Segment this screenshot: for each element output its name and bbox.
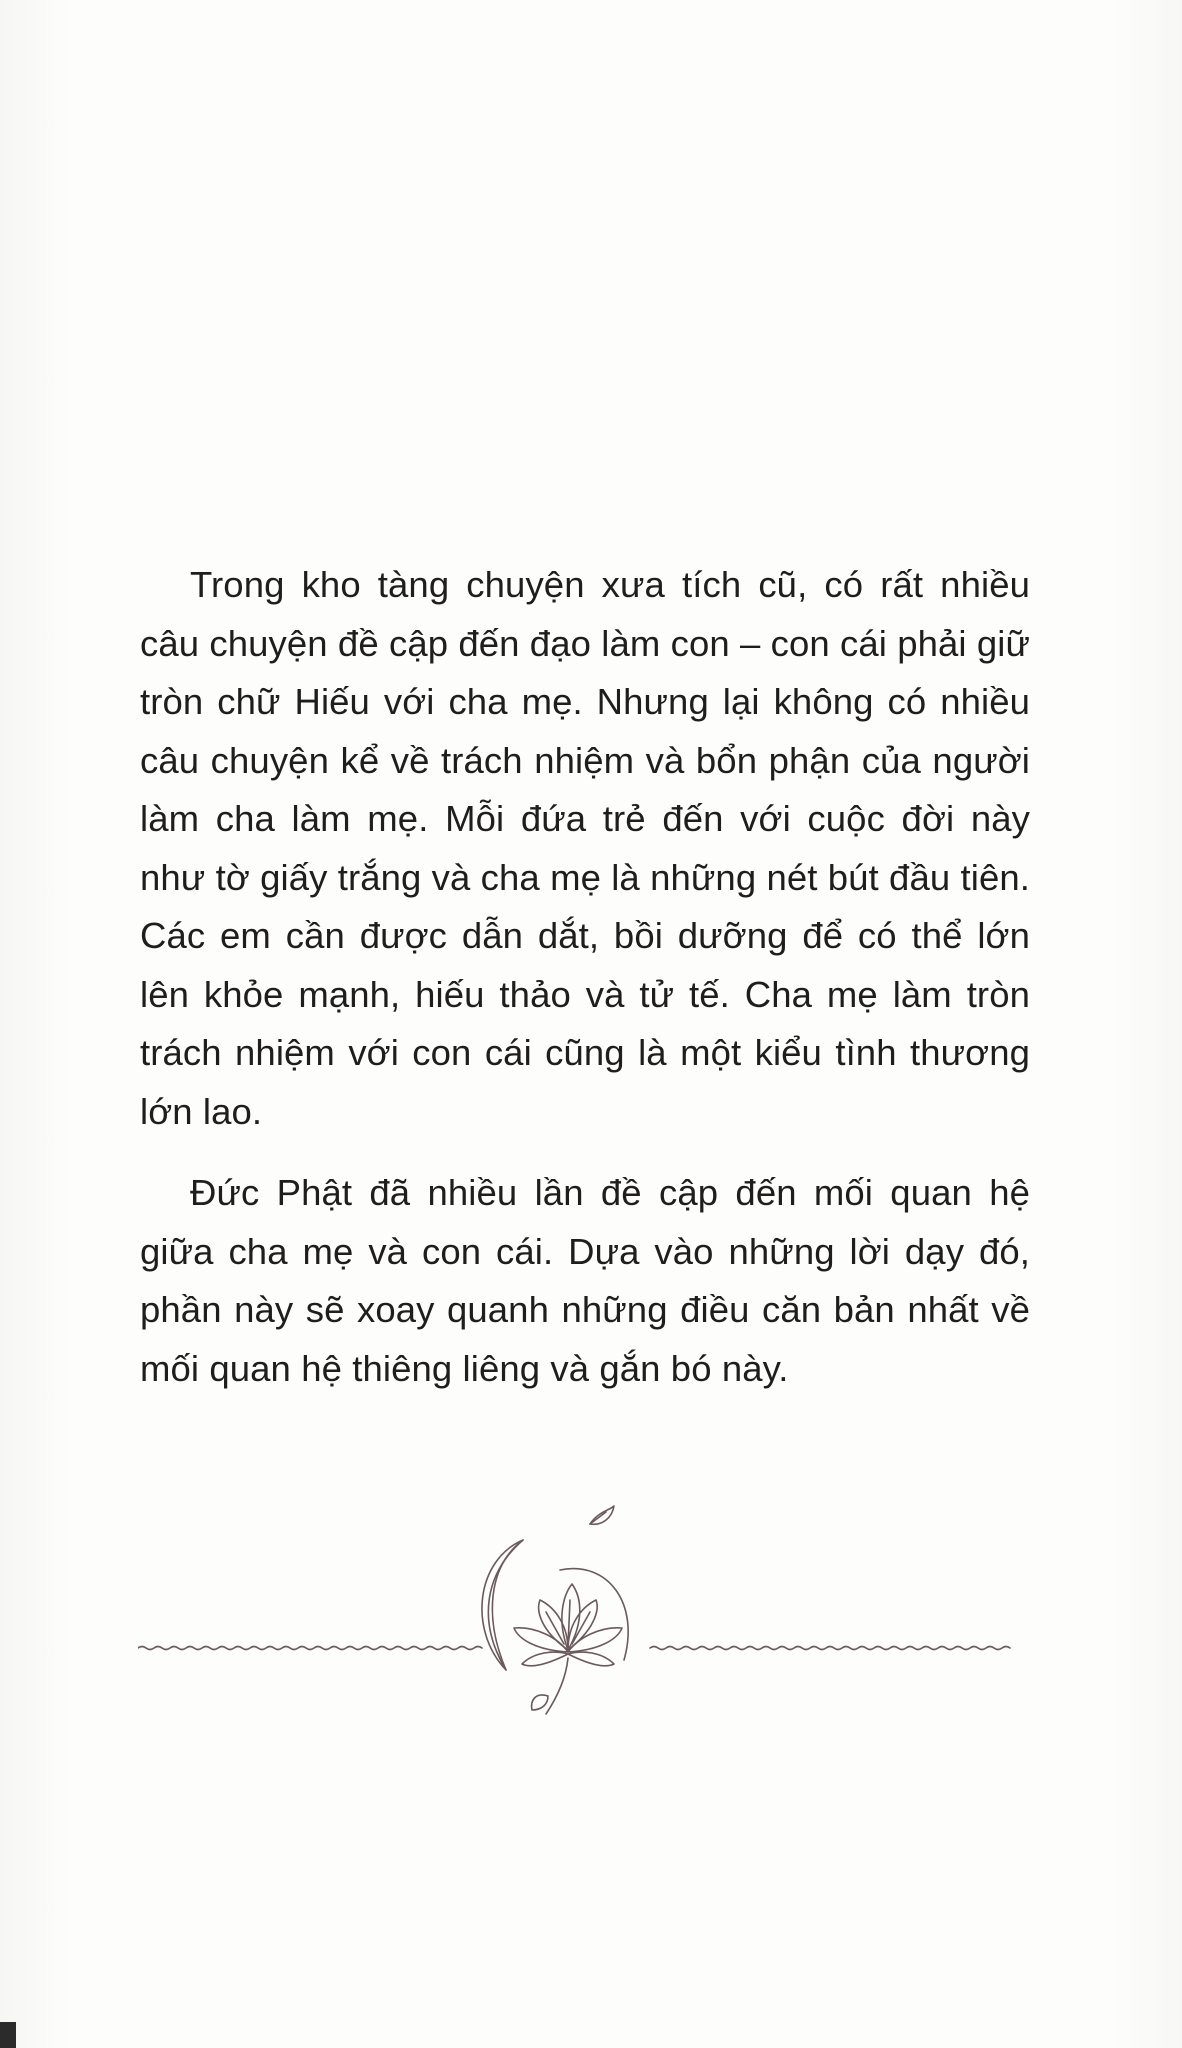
lotus-divider-icon	[138, 1500, 1038, 1740]
body-text	[140, 556, 1030, 1398]
paragraph-2: Đức Phật đã nhiều lần đề cập đến mối quan hệ giữa cha mẹ và con cái. Dựa vào những lời dạy đó, phần này sẽ xoay quanh những điều căn bản nhất về mối quan hệ thiêng liêng và gắn bó này.	[140, 1172, 1030, 1389]
paragraph-1: Trong kho tàng chuyện xưa tích cũ, có rất nhiều câu chuyện đề cập đến đạo làm con – con cái phải giữ tròn chữ Hiếu với cha mẹ. Nhưng lại không có nhiều câu chuyện kể về trách nhiệm và bổn phận của người làm cha làm mẹ. Mỗi đứa trẻ đến với cuộc đời này như tờ giấy trắng và cha mẹ là những nét bút đầu tiên. Các em cần được dẫn dắt, bồi dưỡng để có thể lớn lên khỏe mạnh, hiếu thảo và tử tế. Cha mẹ làm tròn trách nhiệm với con cái cũng là một kiểu tình thương lớn lao.	[140, 564, 1031, 1132]
scan-edge-mark	[0, 2022, 16, 2048]
